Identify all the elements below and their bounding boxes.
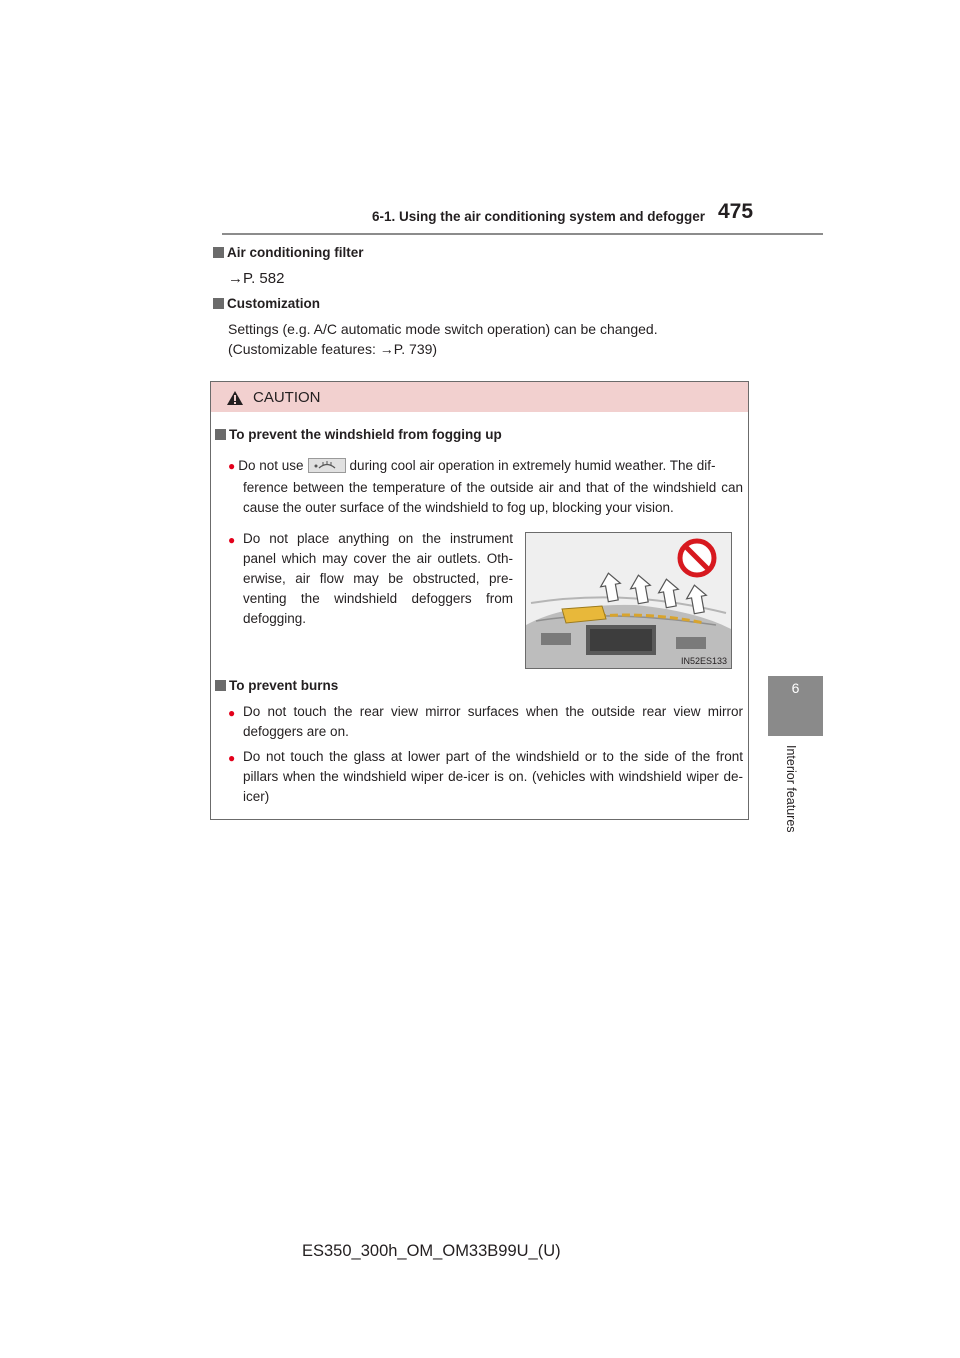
square-bullet-icon xyxy=(215,680,226,691)
warning-triangle-icon xyxy=(226,390,244,411)
bullet-dot-icon: ● xyxy=(228,533,236,547)
caution-bullet-4-text: Do not touch the glass at lower part of the windshield or to the side of the front pillars when the windshield wiper de-icer is on. (vehicles with windshield wiper de-icer) xyxy=(243,749,743,804)
header-section-title: 6-1. Using the air conditioning system and defogger xyxy=(372,209,706,224)
caution-bullet-1-rest: ference between the temperature of the outside air and that of the windshield can cause the outer surface of the windshield to fog up, blocking your vision. xyxy=(243,480,743,515)
chapter-number: 6 xyxy=(791,680,800,696)
chapter-label: Interior features xyxy=(784,745,798,833)
caution-bullet-2-marker xyxy=(228,530,238,550)
header-divider xyxy=(222,233,823,235)
page-number: 475 xyxy=(718,200,754,223)
caution-bullet-4-marker xyxy=(228,748,238,768)
section-heading-customization: Customization xyxy=(213,296,320,311)
illustration-code: IN52ES133 xyxy=(680,656,727,666)
caution-heading-fog: To prevent the windshield from fogging up xyxy=(215,427,502,442)
filter-page-reference: →P. 582 xyxy=(228,270,285,287)
bullet-dot-icon: ● xyxy=(228,459,236,473)
caution-heading-burns: To prevent burns xyxy=(215,678,338,693)
square-bullet-icon xyxy=(215,429,226,440)
prohibition-icon xyxy=(680,541,714,575)
footer-model-code: ES350_300h_OM_OM33B99U_(U) xyxy=(302,1242,561,1260)
caution-bullet-3-text: Do not touch the rear view mirror surfaces when the outside rear view mirror defoggers are on. xyxy=(243,704,743,739)
caution-bullet-2-text: Do not place anything on the instrument panel which may cover the air outlets. Oth-erwise, air flow may be obstructed, pre-venting the windshield defoggers from defogging. xyxy=(243,531,513,626)
bullet-dot-icon: ● xyxy=(228,706,236,720)
customization-text-line-2: (Customizable features: →P. 739) xyxy=(228,341,438,357)
caution-label: CAUTION xyxy=(253,389,321,406)
customization-text-line-1: Settings (e.g. A/C automatic mode switch operation) can be changed. xyxy=(228,321,658,337)
bullet-dot-icon: ● xyxy=(228,751,236,765)
windshield-defogger-button-icon xyxy=(308,458,346,473)
section-heading-filter: Air conditioning filter xyxy=(213,245,364,260)
dashboard-illustration xyxy=(525,532,732,669)
caution-bullet-1-line-1: ● Do not use during cool air operation in extremely humid weather. The dif- xyxy=(228,458,716,473)
square-bullet-icon xyxy=(213,298,224,309)
square-bullet-icon xyxy=(213,247,224,258)
caution-bullet-3-marker xyxy=(228,703,238,723)
